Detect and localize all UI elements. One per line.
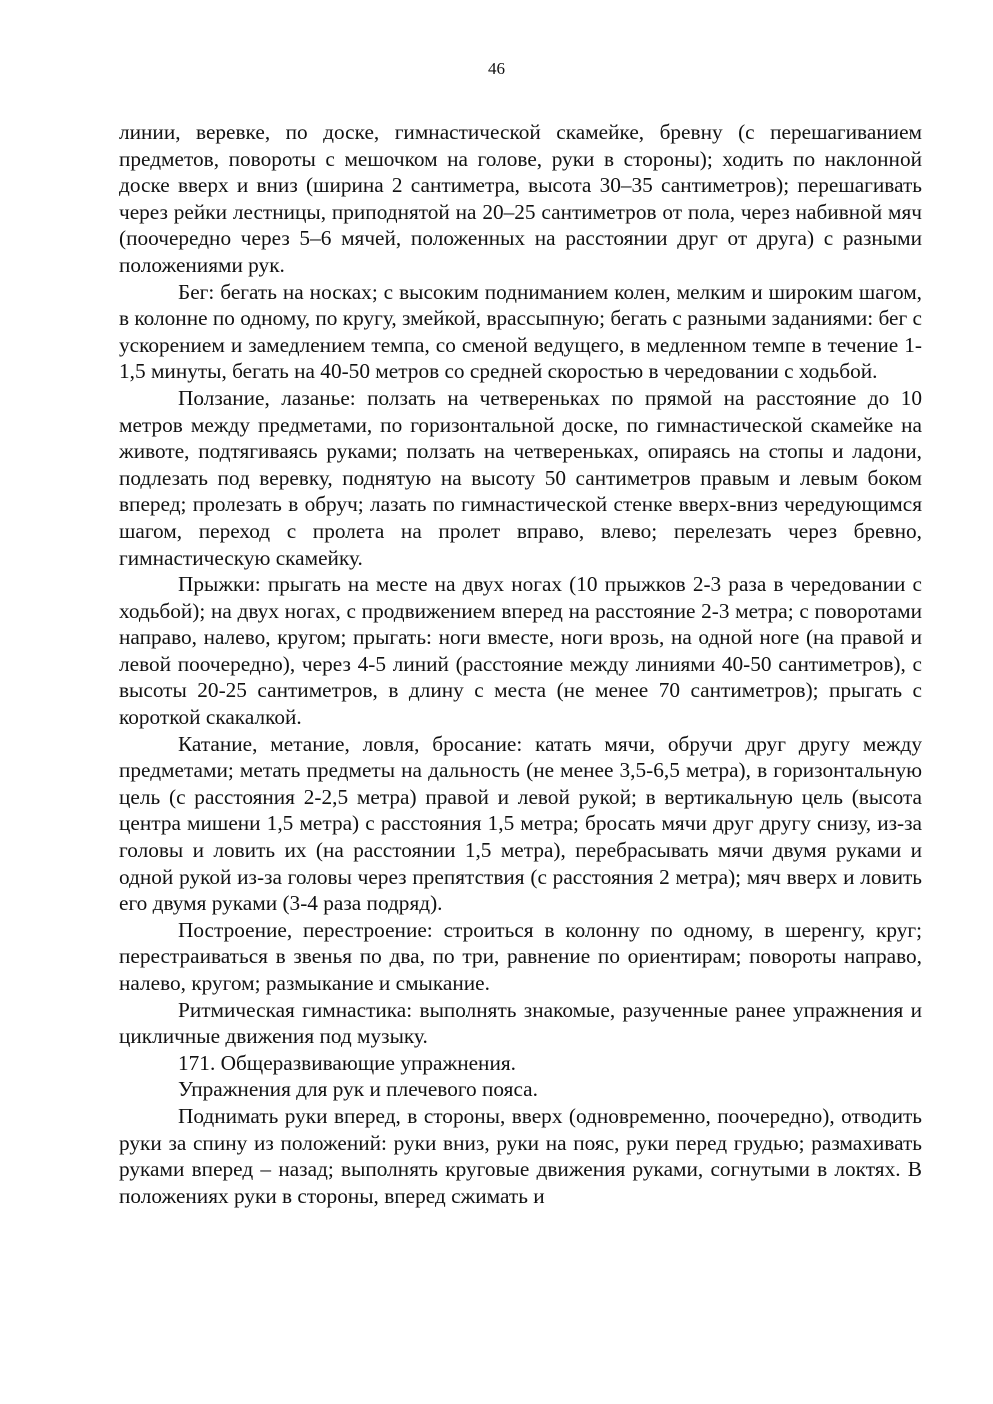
subheading-arm-shoulder-exercises: Упражнения для рук и плечевого пояса.	[178, 1077, 538, 1102]
body-text	[119, 119, 922, 1209]
section-heading-general-exercises: 171. Общеразвивающие упражнения.	[178, 1050, 516, 1075]
paragraph-walking-continued: линии, веревке, по доске, гимнастической скамейке, бревну (с перешагиванием предметов, повороты с мешочком на голове, руки в стороны); ходить по наклонной доске вверх и вниз (ширина 2 сантиметра, высота 30–35 сантиметров); перешагивать через рейки лестницы, приподнятой на 20–25 сантиметров от пола, через набивной мяч (поочередно через 5–6 мячей, положенных на расстоянии друг от друга) с разными положениями рук.	[119, 120, 922, 277]
paragraph-running: Бег: бегать на носках; с высоким подниманием колен, мелким и широким шагом, в колонне по одному, по кругу, змейкой, врассыпную; бегать с разными заданиями: бег с ускорением и замедлением темпа, со сменой ведущего, в медленном темпе в течение 1-1,5 минуты, бегать на 40-50 метров со средней скоростью в чередовании с ходьбой.	[119, 279, 922, 384]
page-number: 46	[488, 59, 505, 78]
paragraph-jumping: Прыжки: прыгать на месте на двух ногах (10 прыжков 2-3 раза в чередовании с ходьбой); на двух ногах, с продвижением вперед на расстояние 2-3 метра; с поворотами направо, налево, кругом; прыгать: ноги вместе, ноги врозь, на одной ноге (на правой и левой поочередно), через 4-5 линий (расстояние между линиями 40-50 сантиметров), с высоты 20-25 сантиметров, в длину с места (не менее 70 сантиметров); прыгать с короткой скакалкой.	[119, 572, 922, 730]
paragraph-rhythmic-gymnastics: Ритмическая гимнастика: выполнять знакомые, разученные ранее упражнения и цикличные движения под музыку.	[119, 997, 922, 1049]
paragraph-formation: Построение, перестроение: строиться в колонну по одному, в шеренгу, круг; перестраиваться в звенья по два, по три, равнение по ориентирам; повороты направо, налево, кругом; размыкание и смыкание.	[119, 917, 922, 995]
paragraph-arm-exercises: Поднимать руки вперед, в стороны, вверх (одновременно, поочередно), отводить руки за спину из положений: руки вниз, руки на пояс, руки перед грудью; размахивать руками вперед – назад; выполнять круговые движения руками, согнутыми в локтях. В положениях руки в стороны, вперед сжимать и	[119, 1103, 922, 1208]
paragraph-crawling-climbing: Ползание, лазанье: ползать на четвереньках по прямой на расстояние до 10 метров между предметами, по горизонтальной доске, по гимнастической скамейке на животе, подтягиваясь руками; ползать на четвереньках, опираясь на стопы и ладони, подлезать под веревку, поднятую на высоту 50 сантиметров правым и левым боком вперед; пролезать в обруч; лазать по гимнастической стенке вверх-вниз чередующимся шагом, переход с пролета на пролет вправо, влево; перелезать через бревно, гимнастическую скамейку.	[119, 385, 922, 570]
paragraph-rolling-throwing-catching: Катание, метание, ловля, бросание: катать мячи, обручи друг другу между предметами; метать предметы на дальность (не менее 3,5-6,5 метра), в горизонтальную цель (с расстояния 2-2,5 метра) правой и левой рукой; в вертикальную цель (высота центра мишени 1,5 метра) с расстояния 1,5 метра; бросать мячи друг другу снизу, из-за головы и ловить их (на расстоянии 1,5 метра), перебрасывать мячи двумя руками и одной рукой из-за головы через препятствия (с расстояния 2 метра); мяч вверх и ловить его двумя руками (3-4 раза подряд).	[119, 731, 922, 916]
